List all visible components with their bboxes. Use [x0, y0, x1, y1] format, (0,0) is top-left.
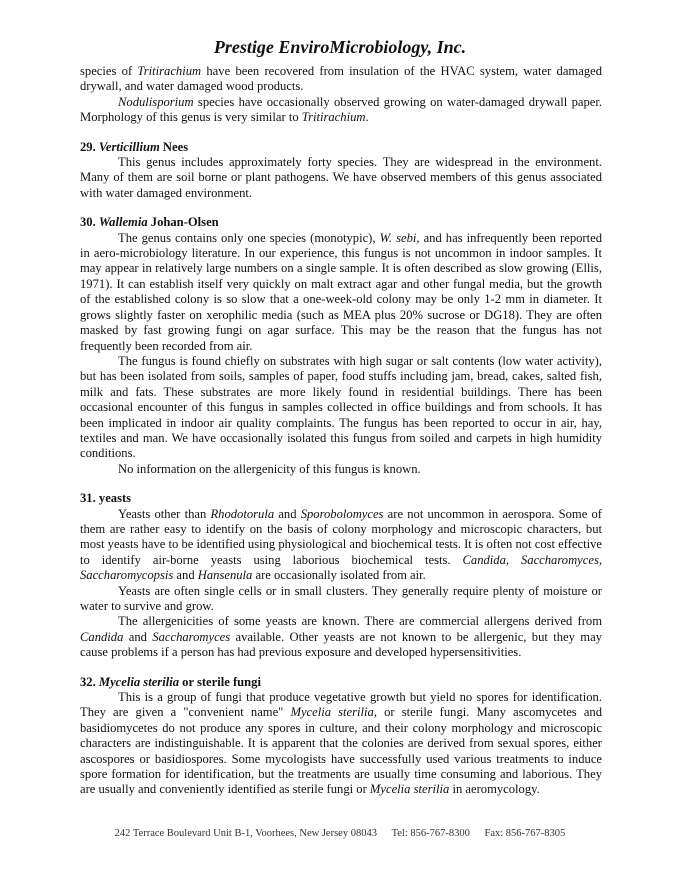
genus-name: Tritirachium: [301, 110, 366, 125]
genus-name: Tritirachium: [137, 64, 202, 78]
section-30-paragraph-2: The fungus is found chiefly on substrates with high sugar or salt contents (low water activity), but has been isolated from soils, samples of paper, food stuffs including jam, bread, cakes, salted fish, milk and fats. These substrates are more likely found in residential buildings. There has been occasional encounter of this fungus in samples collected in office buildings and from schools. It has been implicated in indoor air quality complaints. The fungus has been reported to occur in air, hay, textiles and man. We have occasionally isolated this fungus from soiled and carpets in high humidity conditions.: [80, 353, 602, 461]
footer-address: 242 Terrace Boulevard Unit B-1, Voorhees, New Jersey 08043: [114, 828, 377, 839]
genus-name: Sporobolomyces: [300, 506, 384, 521]
intro-paragraph-2: Nodulisporium species have occasionally observed growing on water-damaged drywall paper. Morphology of this genus is very similar to Tritirachium.: [80, 94, 602, 125]
section-31-paragraph-2: Yeasts are often single cells or in small clusters. They generally require plenty of moisture or water to survive and grow.: [80, 583, 602, 613]
page-footer: [0, 827, 680, 840]
genus-name: Wallemia: [98, 215, 148, 230]
genus-name: Candida: [80, 629, 124, 644]
genus-name: Hansenula: [197, 568, 253, 583]
footer-telephone: Tel: 856-767-8300: [391, 828, 470, 839]
section-30-paragraph-1: The genus contains only one species (monotypic), W. sebi, and has infrequently been reported in aero-microbiology literature. In our experience, this fungus is not uncommon in indoor samples. It may appear in relatively large numbers on a single sample. It is often described as slow growing (Ellis, 1971). It can establish itself very quickly on malt extract agar and other fungal media, but the growth of the established colony is so slow that a one-week-old colony may be only 1-2 mm in diameter. It grows slightly faster on xerophilic media (such as MEA plus 20% sucrose or DG18). They are often masked by fast growing fungi on agar surface. This may be the reason that the fungus has not frequently been recorded from air.: [80, 230, 603, 353]
genus-names: Candida, Saccharomyces, Saccharomycopsis: [80, 552, 602, 583]
section-31-heading: 31. yeasts: [80, 491, 132, 506]
genus-name: Mycelia sterilia,: [290, 705, 377, 720]
section-29-paragraph-1: This genus includes approximately forty species. They are widespread in the environment. Many of them are soil borne or plant pathogens. We have observed members of this genus associated with water damaged environment.: [80, 155, 602, 200]
species-name: W. sebi: [379, 230, 417, 245]
genus-name: Mycelia sterilia: [98, 674, 179, 689]
intro-paragraph-1: species of Tritirachium have been recovered from insulation of the HVAC system, water damaged drywall, and water damaged wood products.: [80, 64, 602, 94]
section-31-paragraph-3: The allergenicities of some yeasts are known. There are commercial allergens derived from Candida and Saccharomyces available. Other yeasts are not known to be allergenic, but they may cause problems if a person has had previous exposure and developed hypersensitivities.: [80, 614, 602, 660]
genus-name: Mycelia sterilia: [369, 782, 450, 797]
section-32-paragraph-1: This is a group of fungi that produce vegetative growth but yield no spores for identification. They are given a "convenient name" Mycelia sterilia, or sterile fungi. Many ascomycetes and basidiomycetes do not produce any spores in culture, and their colony morphology and microscopic characters are indistinguishable. It is apparent that the colonies are derived from sexual spores, either ascospores or basidiospores. Some mycologists have successfully used various treatments to induce spore formation for identification, but the treatments are usually time consuming and laborious. They are usually and conveniently identified as sterile fungi or Mycelia sterilia in aeromycology.: [80, 690, 603, 797]
footer-fax: Fax: 856-767-8305: [484, 828, 566, 839]
section-30-paragraph-3: No information on the allergenicity of this fungus is known.: [118, 461, 421, 476]
page-header-title: Prestige EnviroMicrobiology, Inc.: [213, 37, 467, 57]
section-29-heading: 29. Verticillium Nees: [80, 139, 189, 154]
section-31-paragraph-1: Yeasts other than Rhodotorula and Sporobolomyces are not uncommon in aerospora. Some of them are rather easy to identify on the basis of colony morphology and microscopic characters, but most yeasts have to be identified using physiological and biochemical tests. It is often not cost effective to identify air-borne yeasts using laborious biochemical tests. Candida, Saccharomyces, Saccharomycopsis and Hansenula are occasionally isolated from air.: [80, 506, 602, 583]
genus-name: Verticillium: [98, 139, 160, 154]
section-30-heading: 30. Wallemia Johan-Olsen: [80, 215, 219, 230]
section-32-heading: 32. Mycelia sterilia or sterile fungi: [80, 674, 261, 689]
genus-name: Rhodotorula: [210, 506, 275, 521]
genus-name: Saccharomyces: [152, 629, 231, 644]
document-body: [80, 64, 602, 798]
genus-name: Nodulisporium: [118, 94, 194, 109]
